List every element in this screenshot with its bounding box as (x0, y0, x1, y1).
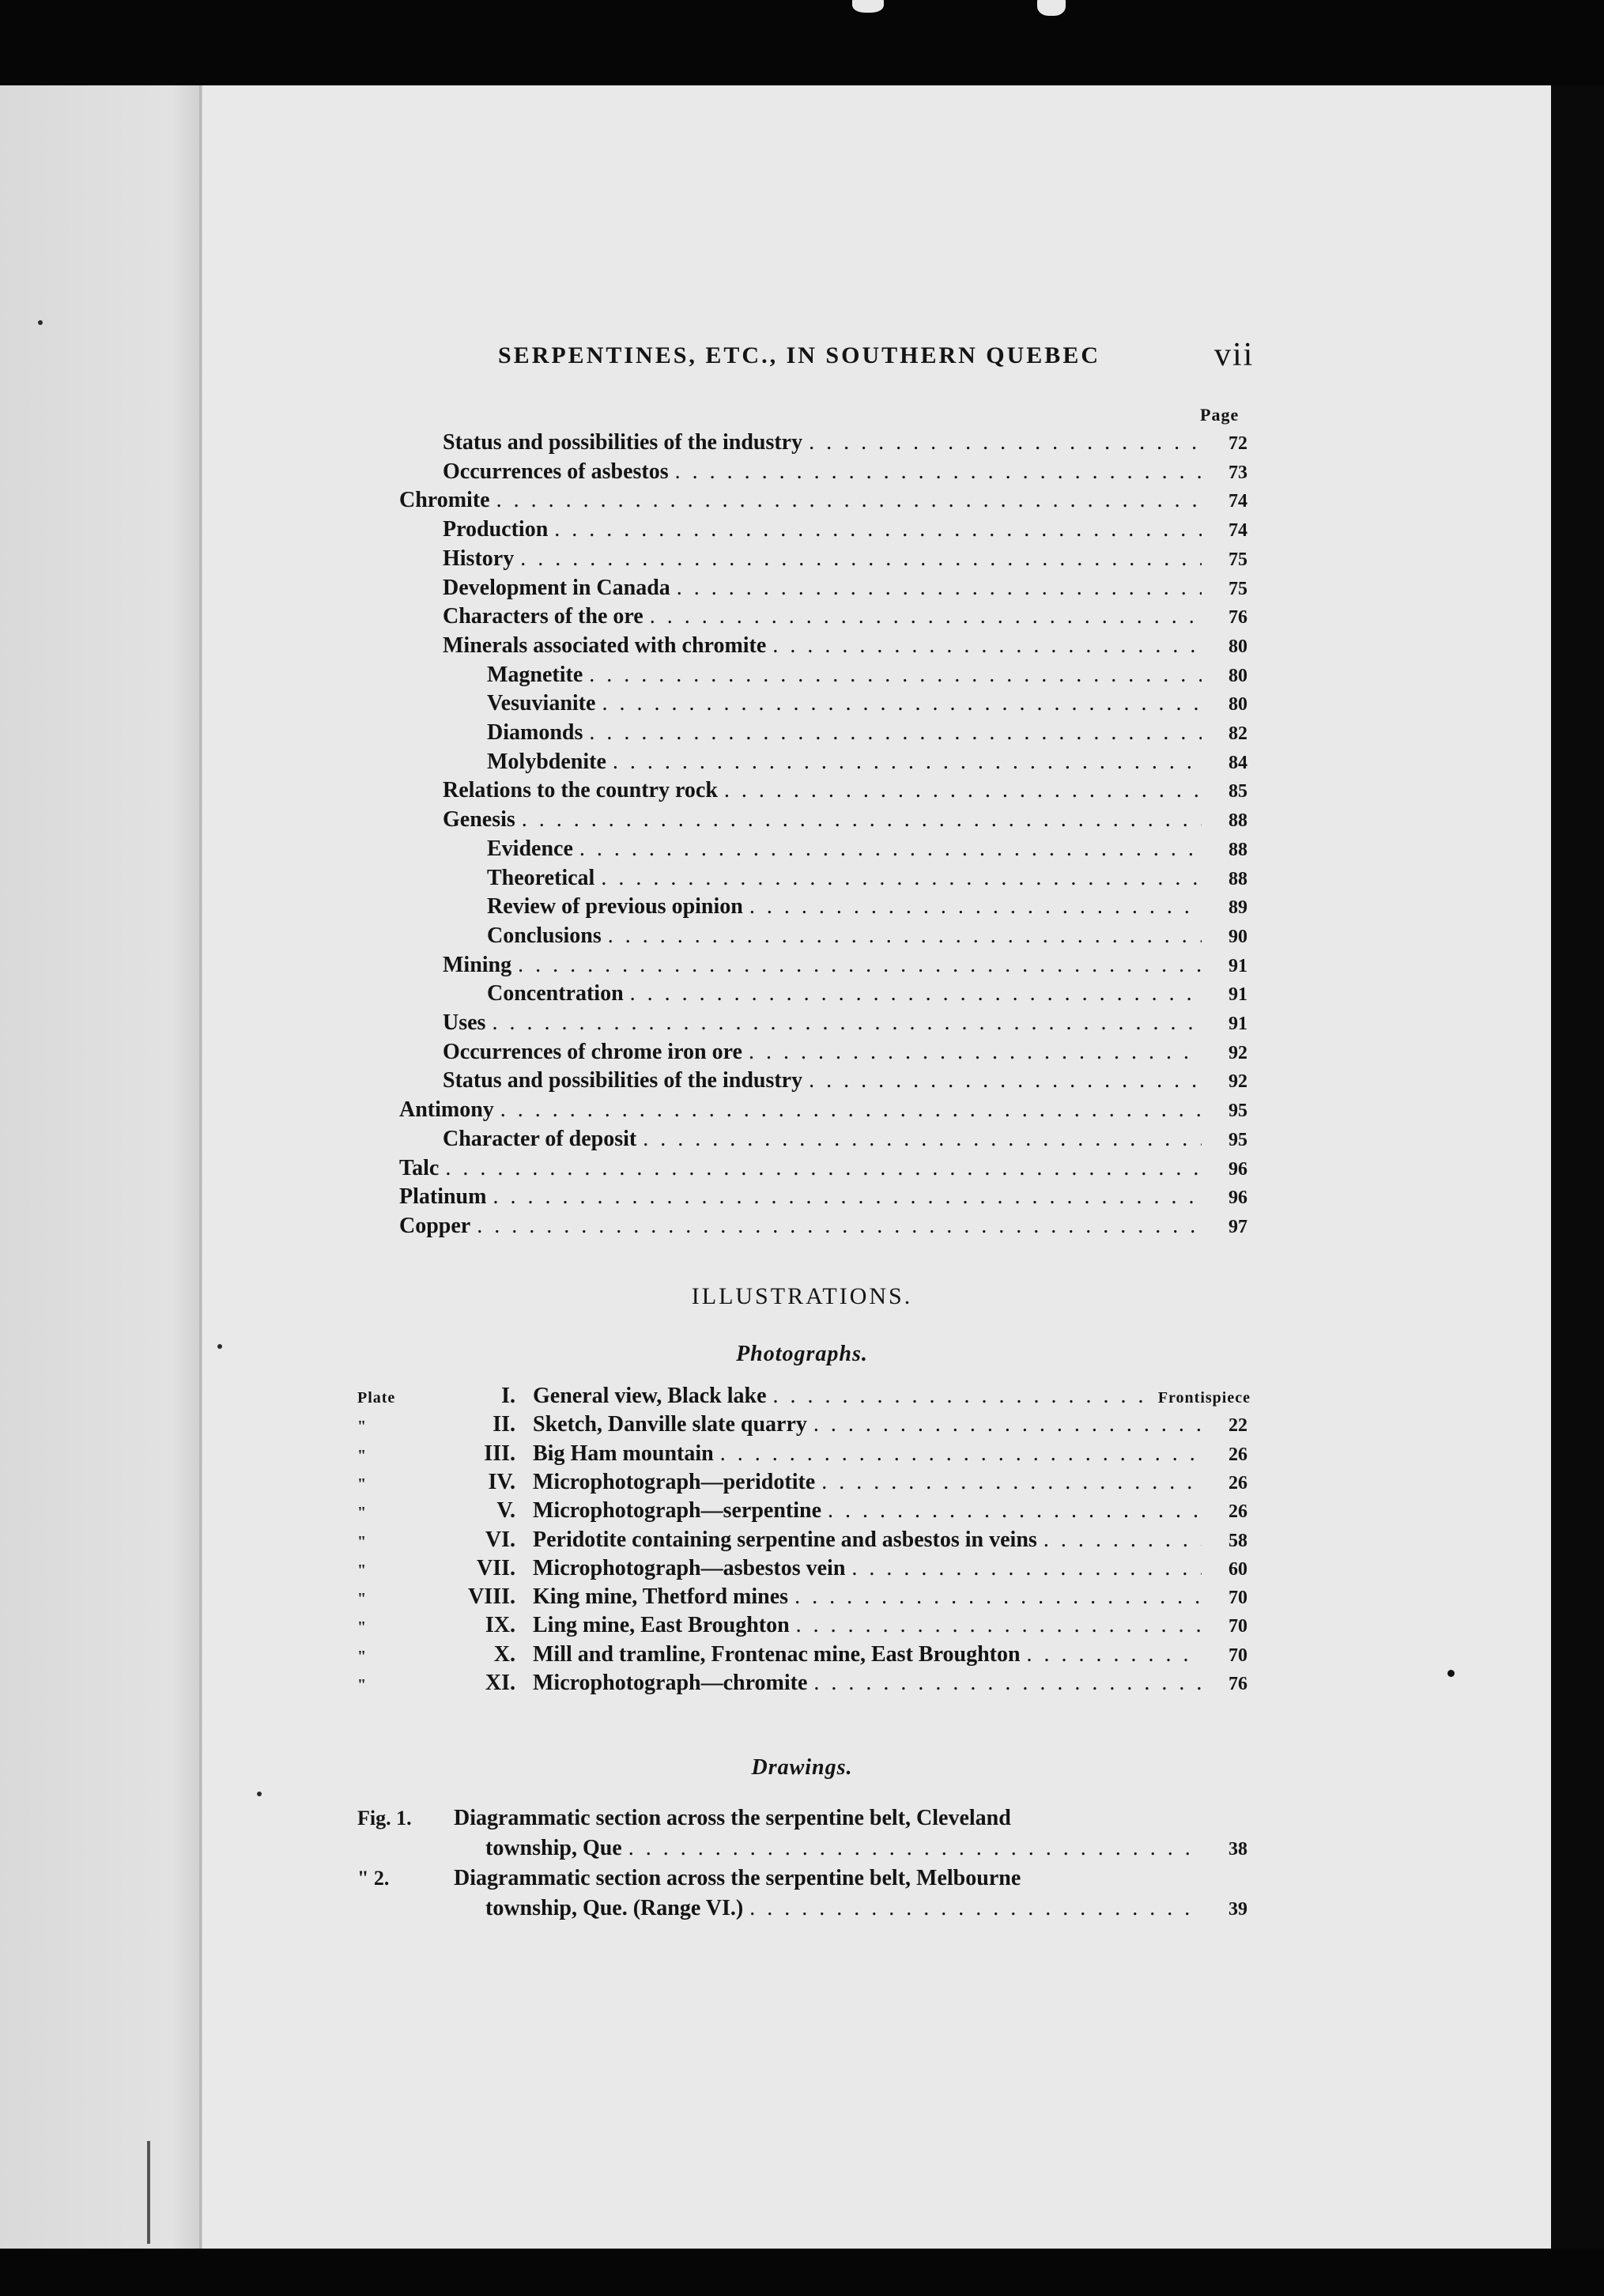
toc-entry-page: 74 (1228, 491, 1247, 512)
leader-dots (628, 1836, 1202, 1861)
leader-dots (809, 1068, 1202, 1093)
toc-entry-label: Chromite (399, 488, 490, 513)
plate-entry (357, 1470, 1247, 1498)
toc-entry-page: 88 (1228, 810, 1247, 832)
toc-entry-page: 75 (1228, 578, 1247, 599)
toc-entry-page: 84 (1228, 752, 1247, 773)
toc-entry (443, 1040, 1247, 1068)
plate-prefix: " (357, 1647, 368, 1665)
toc-entry-label: Concentration (487, 981, 624, 1006)
toc-entry-page: 76 (1228, 607, 1247, 629)
toc-entry (487, 663, 1247, 691)
leader-dots (809, 430, 1202, 455)
toc-entry-page: 92 (1228, 1071, 1247, 1093)
toc-entry-page: 85 (1228, 781, 1247, 802)
toc-entry-label: Uses (443, 1010, 486, 1035)
plate-page: 26 (1228, 1472, 1247, 1494)
plate-page: 26 (1228, 1501, 1247, 1523)
toc-entry-label: Evidence (487, 836, 573, 861)
plate-page: 60 (1228, 1558, 1247, 1580)
toc-entry (399, 488, 1247, 516)
toc-entry (487, 981, 1247, 1010)
toc-entry-label: Characters of the ore (443, 604, 643, 629)
leader-dots (518, 953, 1202, 978)
plate-label: King mine, Thetford mines (533, 1584, 789, 1610)
leader-dots (675, 459, 1202, 485)
figure-caption: Diagrammatic section across the serpentine belt, Cleveland (454, 1806, 1011, 1830)
leader-dots (643, 1127, 1202, 1152)
leader-dots (749, 1040, 1202, 1065)
speck (257, 1792, 262, 1796)
toc-entry (443, 953, 1247, 981)
leader-dots (608, 923, 1202, 949)
toc-entry-page: 75 (1228, 549, 1247, 570)
toc-entry-label: Minerals associated with chromite (443, 633, 767, 658)
toc-entry (487, 750, 1247, 778)
toc-entry-label: Genesis (443, 807, 515, 833)
toc-entry-label: Copper (399, 1213, 471, 1238)
toc-entry-page: 72 (1228, 433, 1247, 454)
illustrations-title: ILLUSTRATIONS. (691, 1283, 913, 1309)
toc-entry-page: 73 (1228, 462, 1247, 483)
toc-entry (487, 720, 1247, 749)
speck (38, 320, 43, 325)
plate-page: 22 (1228, 1415, 1247, 1437)
plate-entry (357, 1498, 1247, 1527)
plate-number: VII. (476, 1555, 515, 1580)
toc-entry (487, 866, 1247, 894)
leader-dots (602, 691, 1202, 716)
toc-entry-page: 96 (1228, 1158, 1247, 1180)
leader-dots (851, 1556, 1202, 1581)
leader-dots (724, 778, 1202, 803)
toc-entry-label: Diamonds (487, 720, 583, 745)
leader-dots (601, 866, 1202, 891)
toc-entry-label: Production (443, 517, 549, 542)
figure-number: " 2. (357, 1867, 390, 1890)
scan-blemish (852, 0, 884, 13)
plate-number: II. (493, 1412, 515, 1437)
toc-entry (443, 778, 1247, 806)
plate-label: Microphotograph—asbestos vein (533, 1555, 846, 1580)
leader-dots (773, 1384, 1152, 1409)
plate-page: Frontispiece (1157, 1389, 1251, 1407)
plate-entry (357, 1556, 1247, 1584)
plate-number: V. (496, 1498, 515, 1524)
plate-entry (357, 1412, 1247, 1441)
leader-dots (520, 546, 1202, 572)
plate-prefix: Plate (357, 1389, 396, 1407)
plate-label: Mill and tramline, Frontenac mine, East Broughton (533, 1641, 1021, 1667)
leader-dots (813, 1412, 1202, 1437)
toc-entry-label: Conclusions (487, 923, 602, 948)
leader-dots (445, 1156, 1202, 1181)
toc-entry-label: Vesuvianite (487, 691, 596, 716)
toc-entry (443, 576, 1247, 604)
plate-label: Microphotograph—peridotite (533, 1469, 816, 1494)
plate-prefix: " (357, 1618, 368, 1637)
plate-number: VI. (485, 1527, 515, 1552)
leader-dots (821, 1470, 1202, 1495)
scan-border (1551, 85, 1604, 2249)
leader-dots (650, 604, 1202, 629)
toc-entry-page: 91 (1228, 984, 1247, 1006)
leader-dots (677, 576, 1202, 601)
toc-entry-label: Development in Canada (443, 575, 670, 600)
toc-entry (399, 1214, 1247, 1242)
toc-entry-page: 97 (1228, 1216, 1247, 1237)
toc-entry-label: Status and possibilities of the industry (443, 1068, 803, 1093)
toc-entry (487, 894, 1247, 923)
plate-prefix: " (357, 1504, 368, 1522)
toc-entry-label: Theoretical (487, 865, 595, 890)
plate-number: I. (501, 1384, 515, 1408)
plate-entry (357, 1642, 1247, 1671)
toc-entry (487, 923, 1247, 952)
toc-entry-label: Occurrences of chrome iron ore (443, 1039, 742, 1064)
plate-entry (357, 1613, 1247, 1641)
plate-prefix: " (357, 1676, 368, 1694)
toc-entry-label: Relations to the country rock (443, 778, 718, 803)
toc-entry-label: Occurrences of asbestos (443, 459, 669, 484)
leader-dots (749, 894, 1202, 920)
toc-entry-page: 74 (1228, 520, 1247, 542)
plate-label: General view, Black lake (533, 1384, 767, 1408)
toc-entry (443, 1068, 1247, 1097)
gutter-line (199, 85, 202, 2249)
plate-prefix: " (357, 1418, 368, 1436)
toc-entry-page: 91 (1228, 1014, 1247, 1034)
figure-entry (357, 1866, 1247, 1926)
speck (1447, 1670, 1455, 1677)
leader-dots (589, 663, 1202, 688)
leader-dots (828, 1498, 1202, 1524)
toc-entry-page: 96 (1228, 1188, 1247, 1209)
running-head: SERPENTINES, ETC., IN SOUTHERN QUEBEC (498, 342, 1100, 368)
plate-page: 58 (1228, 1530, 1247, 1551)
toc-entry-page: 88 (1228, 839, 1247, 860)
leader-dots (720, 1441, 1202, 1467)
leader-dots (749, 1896, 1202, 1921)
toc-entry-label: History (443, 546, 515, 571)
figure-page: 38 (1228, 1839, 1247, 1860)
toc-entry (399, 1156, 1247, 1184)
plate-page: 26 (1228, 1444, 1247, 1465)
toc-entry (487, 836, 1247, 865)
plate-page: 76 (1228, 1674, 1247, 1694)
figure-entry (357, 1806, 1247, 1866)
plate-label: Microphotograph—chromite (533, 1671, 808, 1695)
leader-dots (772, 633, 1202, 659)
plate-number: VIII. (468, 1584, 515, 1610)
toc-entry (399, 1097, 1247, 1126)
leader-dots (477, 1214, 1202, 1239)
plate-label: Peridotite containing serpentine and asbestos in veins (533, 1527, 1037, 1552)
plate-entry (357, 1671, 1247, 1699)
figure-caption: Diagrammatic section across the serpentine belt, Melbourne (454, 1866, 1021, 1890)
figure-page: 39 (1228, 1899, 1247, 1920)
toc-entry-page: 82 (1228, 723, 1247, 744)
toc-entry-label: Talc (399, 1155, 440, 1180)
leader-dots (522, 807, 1202, 833)
plate-number: XI. (485, 1671, 515, 1695)
leader-dots (1027, 1642, 1202, 1667)
toc-entry (487, 691, 1247, 719)
plate-number: X. (493, 1641, 515, 1667)
plate-label: Microphotograph—serpentine (533, 1498, 822, 1524)
plate-label: Big Ham mountain (533, 1441, 714, 1466)
toc-entry-page: 91 (1228, 955, 1247, 976)
plate-prefix: " (357, 1532, 368, 1550)
plate-entry (357, 1584, 1247, 1613)
drawings-heading: Drawings. (751, 1755, 853, 1780)
figure-caption-cont: township, Que. (Range VI.) (485, 1896, 744, 1920)
toc-entry-label: Status and possibilities of the industry (443, 430, 803, 455)
toc-entry (443, 604, 1247, 633)
toc-entry-label: Review of previous opinion (487, 894, 743, 920)
toc-entry-page: 80 (1228, 694, 1247, 716)
toc-entry-label: Antimony (399, 1097, 494, 1123)
toc-entry (399, 1184, 1247, 1213)
plate-number: IX. (485, 1613, 515, 1638)
leader-dots (1044, 1528, 1202, 1553)
binding-mark (147, 2141, 150, 2244)
toc-entry-page: 92 (1228, 1042, 1247, 1063)
toc-entry (443, 1010, 1247, 1039)
plate-number: III. (484, 1441, 515, 1466)
plate-entry (357, 1441, 1247, 1470)
plate-label: Ling mine, East Broughton (533, 1613, 790, 1638)
leader-dots (579, 836, 1202, 862)
facing-page-edge (0, 85, 202, 2249)
plate-page: 70 (1228, 1616, 1247, 1637)
toc-entry-page: 90 (1228, 926, 1247, 947)
plate-number: IV. (488, 1469, 515, 1494)
toc-entry (443, 1127, 1247, 1155)
leader-dots (813, 1671, 1202, 1696)
leader-dots (493, 1184, 1202, 1210)
scan-blemish (1037, 0, 1066, 16)
toc-entry-page: 80 (1228, 665, 1247, 686)
figure-number: Fig. 1. (357, 1807, 412, 1830)
toc-entry-page: 88 (1228, 868, 1247, 889)
photographs-heading: Photographs. (736, 1342, 868, 1366)
leader-dots (630, 981, 1202, 1006)
toc-entry-label: Molybdenite (487, 749, 606, 774)
leader-dots (554, 517, 1202, 542)
plate-prefix: " (357, 1590, 368, 1608)
toc-entry-label: Platinum (399, 1184, 487, 1210)
leader-dots (794, 1584, 1202, 1610)
toc-entry (443, 517, 1247, 546)
plate-entry (357, 1528, 1247, 1556)
toc-entry-page: 89 (1228, 897, 1247, 919)
plate-page: 70 (1228, 1645, 1247, 1666)
plate-prefix: " (357, 1475, 368, 1493)
toc-entry (443, 459, 1247, 488)
toc-entry (443, 430, 1247, 459)
leader-dots (496, 488, 1202, 513)
plate-entry (357, 1384, 1251, 1412)
leader-dots (500, 1097, 1202, 1123)
toc-entry (443, 633, 1247, 662)
leader-dots (796, 1613, 1202, 1638)
figure-caption-cont: township, Que (485, 1836, 622, 1860)
leader-dots (589, 720, 1202, 746)
plate-page: 70 (1228, 1588, 1247, 1609)
toc-entry-page: 95 (1228, 1101, 1247, 1122)
toc-entry-page: 95 (1228, 1129, 1247, 1150)
toc-entry-label: Mining (443, 952, 512, 977)
toc-entry-label: Character of deposit (443, 1126, 637, 1151)
page-column-head: Page (1200, 405, 1240, 425)
leader-dots (613, 750, 1202, 775)
toc-entry-page: 80 (1228, 636, 1247, 657)
toc-entry (443, 807, 1247, 836)
toc-entry-label: Magnetite (487, 662, 583, 687)
page-number: vii (1214, 337, 1255, 373)
plate-prefix: " (357, 1561, 368, 1579)
leader-dots (492, 1010, 1202, 1036)
toc-entry (443, 546, 1247, 575)
plate-label: Sketch, Danville slate quarry (533, 1412, 807, 1437)
plate-prefix: " (357, 1446, 368, 1464)
